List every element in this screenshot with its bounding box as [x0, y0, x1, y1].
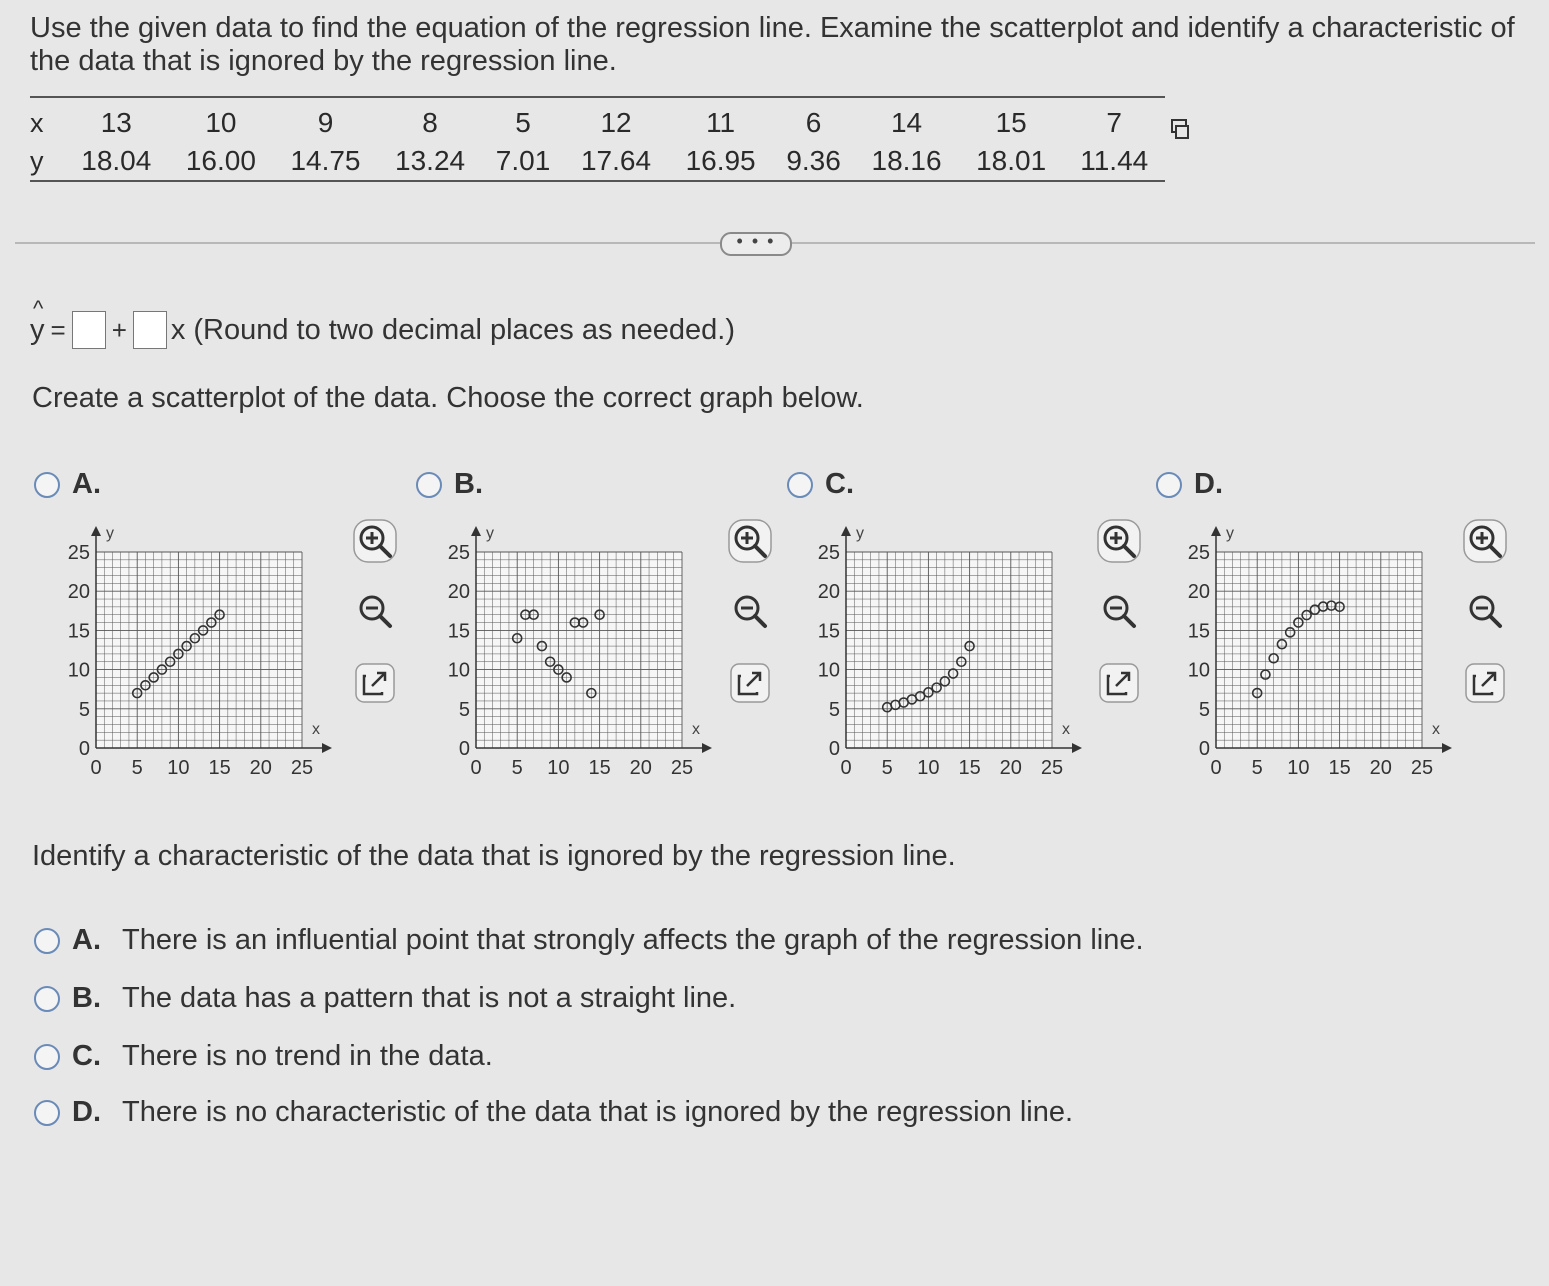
y-cell: 9.36	[773, 142, 854, 181]
x-tick-label: 5	[881, 757, 893, 779]
x-axis-name: x	[692, 721, 700, 738]
intercept-input[interactable]	[72, 311, 106, 349]
x-cell: 6	[773, 97, 854, 142]
y-tick-label: 20	[447, 581, 470, 604]
y-tick-label: 25	[67, 542, 90, 564]
y-tick-label: 0	[1198, 738, 1210, 760]
radio-button[interactable]	[787, 472, 813, 498]
table-row-x	[30, 97, 1165, 142]
radio-button[interactable]	[1156, 472, 1182, 498]
open-new-window-icon[interactable]	[1096, 660, 1142, 706]
y-tick-label: 25	[817, 542, 840, 564]
scatterplot-d	[1160, 520, 1460, 780]
y-tick-label: 15	[1187, 620, 1210, 643]
scatterplot-c	[790, 520, 1090, 780]
x-cell: 10	[169, 97, 274, 142]
y-axis-name: y	[106, 525, 114, 542]
zoom-out-icon[interactable]	[727, 588, 773, 634]
y-tick-label: 20	[1187, 581, 1210, 604]
y-tick-label: 0	[828, 738, 840, 760]
x-cell: 8	[378, 97, 483, 142]
zoom-in-icon[interactable]	[727, 518, 773, 564]
x-tick-label: 20	[629, 757, 652, 779]
y-cell: 18.04	[64, 142, 169, 181]
open-new-window-icon[interactable]	[1462, 660, 1508, 706]
y-axis-arrow	[471, 526, 481, 536]
copy-data-icon[interactable]	[1170, 118, 1190, 140]
x-axis-name: x	[1062, 721, 1070, 738]
scatter-instruction: Create a scatterplot of the data. Choose the correct graph below.	[32, 382, 864, 414]
y-tick-label: 10	[67, 659, 90, 682]
y-tick-label: 5	[78, 698, 90, 721]
plot-area	[96, 552, 302, 748]
y-tick-label: 25	[1187, 542, 1210, 564]
y-cell: 13.24	[378, 142, 483, 181]
x-tick-label: 15	[208, 757, 231, 779]
x-tick-label: 10	[917, 757, 940, 779]
x-axis-name: x	[1432, 721, 1440, 738]
graph-option-a[interactable]	[34, 468, 101, 501]
x-tick-label: 10	[547, 757, 570, 779]
rounding-note: (Round to two decimal places as needed.)	[193, 313, 736, 346]
graph-option-d[interactable]	[1156, 468, 1223, 501]
open-new-window-icon[interactable]	[727, 660, 773, 706]
x-cell: 7	[1063, 97, 1165, 142]
y-axis-arrow	[841, 526, 851, 536]
radio-button[interactable]	[34, 472, 60, 498]
choice-b[interactable]	[34, 982, 736, 1015]
choice-letter: D.	[72, 1096, 101, 1128]
plot-area	[1216, 552, 1422, 748]
y-hat-symbol: ^ y	[30, 314, 45, 347]
y-axis-name: y	[856, 525, 864, 542]
option-label: A.	[72, 468, 101, 500]
radio-button[interactable]	[34, 1100, 60, 1126]
x-tick-label: 0	[840, 757, 852, 779]
y-tick-label: 5	[828, 698, 840, 721]
radio-button[interactable]	[34, 1044, 60, 1070]
y-cell: 14.75	[273, 142, 378, 181]
plot-area	[476, 552, 682, 748]
y-cell: 16.95	[668, 142, 773, 181]
option-label: B.	[454, 468, 483, 500]
y-tick-label: 15	[447, 620, 470, 643]
radio-button[interactable]	[34, 928, 60, 954]
y-header: y	[30, 142, 64, 181]
question-text: Use the given data to find the equation of the regression line. Examine the scatterplot and identify a characteristic of the data that is ignored by the regression line.	[30, 12, 1515, 77]
x-axis-arrow	[1072, 743, 1082, 753]
y-axis-arrow	[91, 526, 101, 536]
x-cell: 14	[854, 97, 959, 142]
zoom-in-icon[interactable]	[1096, 518, 1142, 564]
choice-c[interactable]	[34, 1040, 493, 1073]
x-cell: 15	[959, 97, 1064, 142]
zoom-out-icon[interactable]	[1462, 588, 1508, 634]
x-tick-label: 0	[1210, 757, 1222, 779]
x-tick-label: 0	[90, 757, 102, 779]
y-tick-label: 20	[67, 581, 90, 604]
y-cell: 11.44	[1063, 142, 1165, 181]
x-header: x	[30, 97, 64, 142]
x-tick-label: 10	[167, 757, 190, 779]
y-cell: 16.00	[169, 142, 274, 181]
x-tick-label: 5	[131, 757, 143, 779]
y-cell: 7.01	[482, 142, 563, 181]
y-tick-label: 5	[1198, 698, 1210, 721]
zoom-out-icon[interactable]	[1096, 588, 1142, 634]
y-tick-label: 15	[817, 620, 840, 643]
x-tick-label: 10	[1287, 757, 1310, 779]
x-tick-label: 15	[1328, 757, 1351, 779]
x-axis-arrow	[1442, 743, 1452, 753]
y-tick-label: 20	[817, 581, 840, 604]
identify-prompt: Identify a characteristic of the data that is ignored by the regression line.	[32, 840, 956, 872]
x-tick-label: 5	[1251, 757, 1263, 779]
x-tick-label: 20	[999, 757, 1022, 779]
choice-text: There is an influential point that strongly affects the graph of the regression line.	[122, 924, 1144, 956]
table-row-y	[30, 142, 1165, 181]
zoom-in-icon[interactable]	[352, 518, 398, 564]
x-variable: x	[170, 313, 186, 346]
y-axis-arrow	[1211, 526, 1221, 536]
option-label: C.	[825, 468, 854, 500]
y-tick-label: 0	[78, 738, 90, 760]
choice-a[interactable]	[34, 924, 1144, 957]
x-tick-label: 0	[470, 757, 482, 779]
plus-sign: +	[111, 314, 127, 345]
y-cell: 18.16	[854, 142, 959, 181]
y-cell: 18.01	[959, 142, 1064, 181]
x-tick-label: 20	[249, 757, 272, 779]
plot-area	[846, 552, 1052, 748]
choice-letter: B.	[72, 982, 101, 1014]
y-tick-label: 0	[458, 738, 470, 760]
y-tick-label: 15	[67, 620, 90, 643]
slope-input[interactable]	[133, 311, 167, 349]
zoom-out-icon[interactable]	[352, 588, 398, 634]
regression-equation	[30, 310, 735, 350]
x-tick-label: 25	[1410, 757, 1434, 779]
x-axis-name: x	[312, 721, 320, 738]
x-cell: 5	[482, 97, 563, 142]
choice-text: There is no trend in the data.	[122, 1040, 493, 1072]
graph-option-c[interactable]	[787, 468, 854, 501]
x-tick-label: 25	[1040, 757, 1064, 779]
x-tick-label: 15	[958, 757, 981, 779]
choice-letter: C.	[72, 1040, 101, 1072]
graph-option-b[interactable]	[416, 468, 483, 501]
data-table	[30, 96, 1165, 182]
y-tick-label: 10	[1187, 659, 1210, 682]
equals-sign: =	[50, 314, 66, 345]
x-tick-label: 25	[670, 757, 694, 779]
y-tick-label: 25	[447, 542, 470, 564]
y-axis-name: y	[1226, 525, 1234, 542]
x-cell: 13	[64, 97, 169, 142]
y-tick-label: 10	[447, 659, 470, 682]
scatterplot-a	[40, 520, 340, 780]
radio-button[interactable]	[416, 472, 442, 498]
choice-letter: A.	[72, 924, 101, 956]
choice-d[interactable]	[34, 1096, 1073, 1129]
scatterplot-b	[420, 520, 720, 780]
x-axis-arrow	[322, 743, 332, 753]
x-cell: 12	[564, 97, 669, 142]
choice-text: There is no characteristic of the data that is ignored by the regression line.	[122, 1096, 1074, 1128]
x-cell: 9	[273, 97, 378, 142]
x-tick-label: 20	[1369, 757, 1392, 779]
x-tick-label: 5	[511, 757, 523, 779]
choice-text: The data has a pattern that is not a straight line.	[122, 982, 737, 1014]
zoom-in-icon[interactable]	[1462, 518, 1508, 564]
option-label: D.	[1194, 468, 1223, 500]
y-tick-label: 5	[458, 698, 470, 721]
x-axis-arrow	[702, 743, 712, 753]
y-axis-name: y	[486, 525, 494, 542]
radio-button[interactable]	[34, 986, 60, 1012]
x-cell: 11	[668, 97, 773, 142]
y-tick-label: 10	[817, 659, 840, 682]
y-cell: 17.64	[564, 142, 669, 181]
x-tick-label: 25	[290, 757, 314, 779]
x-tick-label: 15	[588, 757, 611, 779]
more-button[interactable]: • • •	[720, 232, 792, 256]
open-new-window-icon[interactable]	[352, 660, 398, 706]
